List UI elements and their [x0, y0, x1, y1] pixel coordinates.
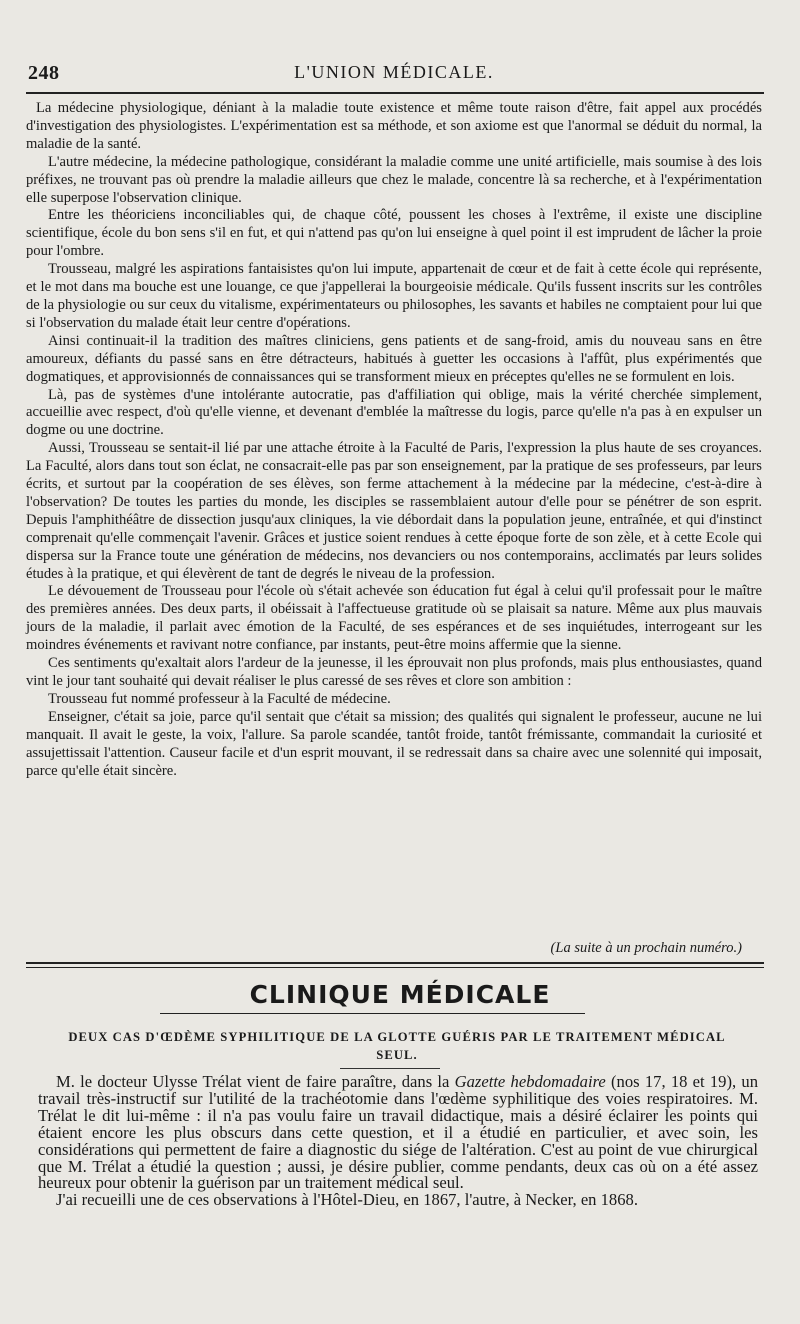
paragraph: La médecine physiologique, déniant à la maladie toute existence et même toute raison d'être, fait appel aux procédés d'investigation des physiologistes. L'expérimentation est sa méthode, et son axiome est que l'anormal se déduit du normal, la maladie de la santé.	[26, 100, 762, 152]
paragraph: Enseigner, c'était sa joie, parce qu'il sentait que c'était sa mission; des qualités qui signalent le professeur, aucune ne lui manquait. Il avait le geste, la voix, l'allure. Sa parole scandée, tantôt froide, tantôt frémissante, commandait la curiosité et assujettissait l'attention. Causeur facile et d'un esprit mouvant, il se redressait dans sa chaire avec une solennité qui imposait, parce qu'elle était sincère.	[26, 708, 762, 779]
running-title: L'UNION MÉDICALE.	[294, 62, 494, 82]
section-divider	[26, 967, 764, 968]
paragraph: Ces sentiments qu'exaltait alors l'ardeur de la jeunesse, il les éprouvait non plus profonds, mais plus enthousiastes, quand vint le jour tant souhaité qui devait réaliser le plus caressé de ses rêves et clore son ambition :	[26, 655, 762, 689]
section-divider	[26, 962, 764, 964]
paragraph: Ainsi continuait-il la tradition des maîtres cliniciens, gens patients et de sang-froid, amis du nouveau sans en être amoureux, défiants du passé sans en être détracteurs, habitués à guetter les occasions à l'affût, plus expérimentés que dogmatiques, et approvisionnés de connaissances qui se transforment mieux en préceptes qu'elles ne se formulent en lois.	[26, 332, 762, 385]
header-rule	[26, 92, 764, 94]
case-report-body	[38, 1074, 758, 1209]
page-number: 248	[28, 62, 60, 84]
subtitle-rule	[340, 1068, 440, 1069]
paragraph: Entre les théoriciens inconciliables qui, de chaque côté, poussent les choses à l'extrême, il existe une discipline scientifique, école du bon sens s'il en fut, et qui n'attend pas qu'on lui enseigne à quel point il est imprudent de lâcher la proie pour l'ombre.	[26, 207, 762, 260]
text-run: (nos 17, 18 et 19), un travail très-instructif sur l'utilité de la trachéotomie dans l'œdème syphilitique des voies respiratoires. M. Trélat le dit lui-même : il n'a pas voulu faire un travail didactique, mais a désiré éclairer les points qui étaient encore les plus obscurs dans cette question, et il a étudié en particulier, et avec soin, les considérations qui permettent de faire a diagnostic du siége de l'altération. C'est au point de vue chirurgical que M. Trélat a étudié la question ; aussi, je désire publier, comme pendants, deux cas où on a été assez heureux pour obtenir la guérison par un traitement médical seul.	[38, 1072, 758, 1193]
paragraph: Là, pas de systèmes d'une intolérante autocratie, pas d'affiliation qui oblige, mais la vérité cherchée simplement, accueillie avec respect, d'où qu'elle vienne, et devenant d'emblée la maîtresse du logis, parce qu'elle n'a pas à en expulser un dogme ou une doctrine.	[26, 386, 762, 439]
paragraph	[38, 1074, 758, 1192]
section-title: CLINIQUE MÉDICALE	[249, 980, 551, 1009]
paragraph: Le dévouement de Trousseau pour l'école où s'était achevée son éducation fut égal à celui qu'il professait pour le maître des premières années. Des deux parts, il obéissait à l'affectueuse gratitude où se plaisait sa nature. Même aux plus mauvais jours de la maladie, il parlait avec émotion de la Faculté, de ses espérances et de ses inquiétudes, interrogeant sur les moindres événements et ravivant notre confiance, par instants, peut-être moins affermie que la sienne.	[26, 583, 762, 654]
paragraph: J'ai recueilli une de ces observations à l'Hôtel-Dieu, en 1867, l'autre, à Necker, en 1868.	[56, 1190, 638, 1210]
journal-name: Gazette hebdomadaire	[454, 1072, 606, 1091]
paragraph: Trousseau, malgré les aspirations fantaisistes qu'on lui impute, appartenait de cœur et de fait à cette école qui représente, et le mot dans ma bouche est une louange, ce que j'appellerai la bourgeoisie médicale. Qu'ils fussent inscrits sur les contrôles de la physiologie ou sur ceux du vitalisme, expérimentateurs ou philosophes, les savants et habiles ne comptaient pour lui que si l'observation du malade était leur centre d'opérations.	[26, 261, 762, 331]
article-body	[26, 100, 762, 780]
paragraph: L'autre médecine, la médecine pathologique, considérant la maladie comme une unité artificielle, mais soumise à des lois préfixes, ne trouvant pas où prendre la maladie ailleurs que chez le malade, concentre là sa recherche, et à l'expérimentation elle superpose l'observation clinique.	[26, 153, 762, 206]
page-header	[28, 62, 760, 90]
text-run: M. le docteur Ulysse Trélat vient de faire paraître, dans la	[56, 1072, 455, 1091]
section-subtitle: DEUX CAS D'ŒDÈME SYPHILITIQUE DE LA GLOTTE GUÉRIS PAR LE TRAITEMENT MÉDICAL SEUL.	[68, 1030, 726, 1062]
paragraph: Aussi, Trousseau se sentait-il lié par une attache étroite à la Faculté de Paris, l'expression la plus haute de ses croyances. La Faculté, alors dans tout son éclat, ne consacrait-elle pas par son enseignement, par la pratique de ses professeurs, par leurs écrits, et surtout par la coopération de ses élèves, son ferme attachement à la médecine par la médecine, c'est-à-dire à l'observation? De toutes les parties du monde, les disciples se rassemblaient autour d'elle pour se pénétrer de son esprit. Depuis l'amphithéâtre de dissection jusqu'aux cliniques, la vie débordait dans la population jeune, entraînée, et qui d'instinct comprenait qu'elle commençait l'avenir. Grâces et justice soient rendues à cette époque forte de son zèle, et à cette Ecole qui dispersa sur la France toute une génération de médecins, nos devanciers ou nos contemporains, acclimatés par leurs solides études à la pratique, et qui élevèrent de tant de degrés le niveau de la profession.	[26, 440, 762, 582]
title-rule	[160, 1013, 585, 1014]
continuation-note: (La suite à un prochain numéro.)	[550, 940, 742, 956]
paragraph: Trousseau fut nommé professeur à la Faculté de médecine.	[48, 690, 391, 707]
